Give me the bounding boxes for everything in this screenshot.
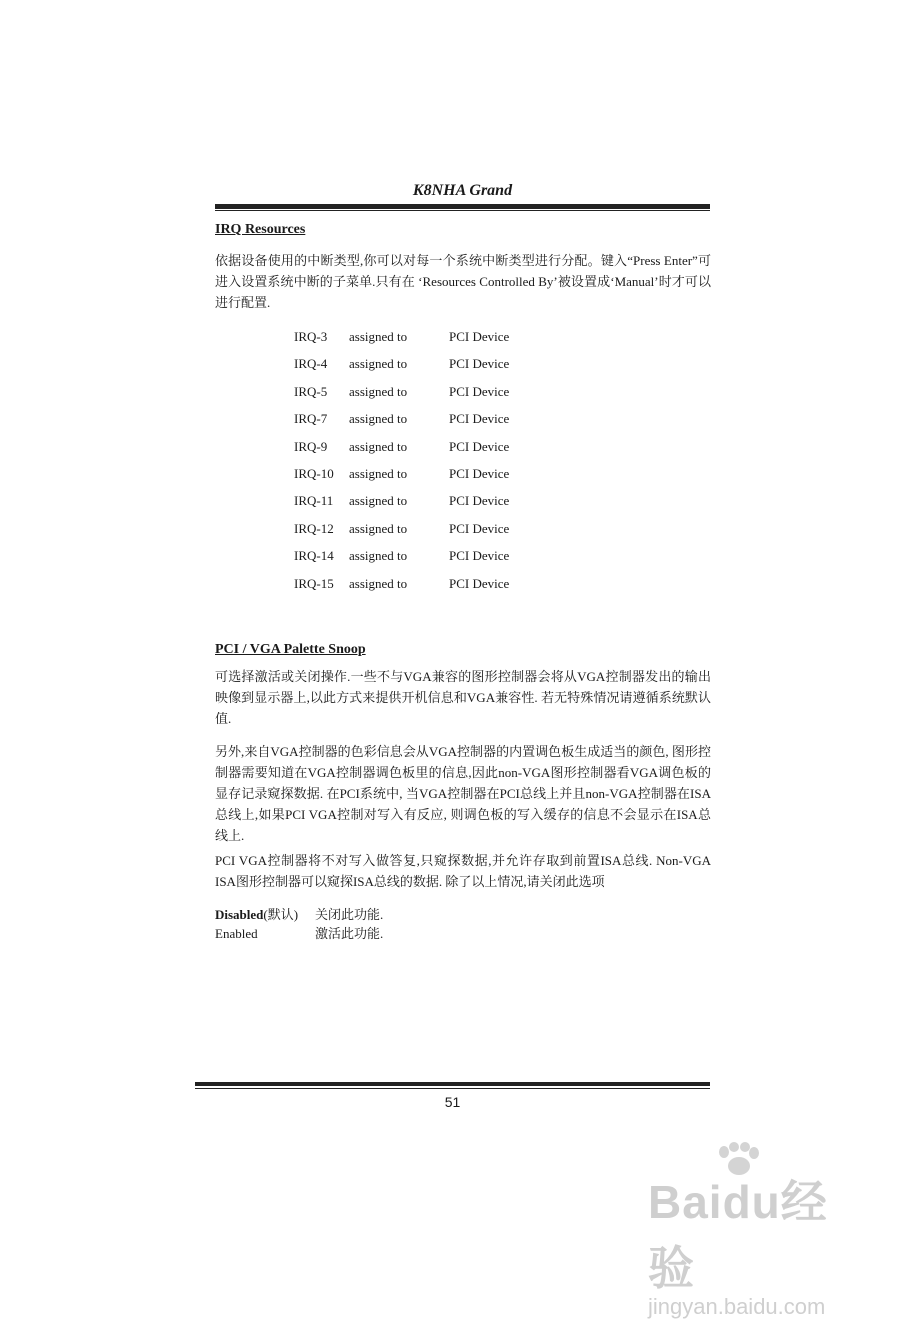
option-enabled-desc: 激活此功能. — [315, 926, 384, 941]
irq-device: PCI Device — [449, 575, 510, 591]
irq-assigned-label: assigned to — [349, 411, 408, 427]
vga-snoop-paragraph-1: 可选择激活或关闭操作.一些不与VGA兼容的图形控制器会将从VGA控制器发出的输出映像到显示器上,以此方式来提供开机信息和VGA兼容性. 若无特殊情况请遵循系统默认值. — [215, 669, 711, 726]
irq-resources-description: 依据设备使用的中断类型,你可以对每一个系统中断类型进行分配。键入“Press Enter”可进入设置系统中断的子菜单.只有在 ‘Resources Controlled By’被设置成‘Manual’时才可以进行配置. — [215, 253, 711, 310]
irq-device: PCI Device — [449, 520, 510, 536]
irq-number: IRQ-9 — [294, 438, 328, 454]
option-disabled-desc: 关闭此功能. — [315, 907, 384, 922]
irq-row — [294, 384, 509, 411]
irq-assigned-label: assigned to — [349, 329, 408, 344]
irq-number: IRQ-10 — [294, 465, 334, 481]
irq-device: PCI Device — [449, 465, 510, 481]
irq-assigned-label: assigned to — [349, 465, 408, 481]
irq-assigned-label: assigned to — [349, 493, 408, 509]
irq-device: PCI Device — [449, 411, 510, 427]
irq-row — [294, 548, 509, 575]
irq-row — [294, 466, 509, 493]
irq-device: PCI Device — [449, 329, 510, 344]
irq-device: PCI Device — [449, 383, 510, 399]
irq-number: IRQ-11 — [294, 493, 334, 509]
irq-assigned-label: assigned to — [349, 520, 408, 536]
irq-row — [294, 356, 509, 383]
irq-number: IRQ-7 — [294, 411, 328, 427]
irq-row — [294, 493, 509, 520]
irq-row — [294, 411, 509, 438]
watermark-logo: Baidu经验 — [648, 1176, 828, 1294]
footer-rule — [195, 1082, 710, 1086]
vga-snoop-heading: PCI / VGA Palette Snoop — [215, 642, 366, 657]
irq-assigned-label: assigned to — [349, 575, 408, 591]
watermark-url: jingyan.baidu.com — [648, 1294, 826, 1319]
option-enabled — [215, 924, 383, 944]
irq-row — [294, 329, 509, 356]
irq-assigned-label: assigned to — [349, 383, 408, 399]
irq-device: PCI Device — [449, 493, 510, 509]
irq-device: PCI Device — [449, 438, 510, 454]
irq-resources-heading: IRQ Resources — [215, 222, 306, 237]
baidu-watermark — [648, 1140, 848, 1320]
irq-assigned-label: assigned to — [349, 548, 408, 564]
irq-device: PCI Device — [449, 356, 510, 372]
irq-row — [294, 439, 509, 466]
option-disabled — [215, 905, 383, 925]
vga-snoop-paragraph-3: PCI VGA控制器将不对写入做答复,只窥探数据,并允许存取到前置ISA总线. Non-VGA ISA图形控制器可以窥探ISA总线的数据. 除了以上情况,请关闭此选项 — [215, 853, 711, 889]
irq-assignment-table — [294, 329, 509, 603]
irq-number: IRQ-5 — [294, 383, 328, 399]
irq-assigned-label: assigned to — [349, 356, 408, 372]
page-header-title: K8NHA Grand — [412, 182, 513, 199]
irq-number: IRQ-4 — [294, 356, 328, 372]
page-number: 51 — [444, 1094, 461, 1110]
irq-number: IRQ-3 — [294, 329, 328, 344]
option-disabled-note: (默认) — [263, 907, 299, 922]
option-disabled-value: Disabled — [215, 907, 264, 922]
irq-number: IRQ-12 — [294, 520, 334, 536]
irq-number: IRQ-14 — [294, 548, 334, 564]
irq-row — [294, 521, 509, 548]
header-rule — [215, 204, 710, 209]
vga-snoop-paragraph-2: 另外,来自VGA控制器的色彩信息会从VGA控制器的内置调色板生成适当的颜色, 图形控制器需要知道在VGA控制器调色板里的信息,因此non-VGA图形控制器看VGA调色板的显存记录窥探数据. 在PCI系统中, 当VGA控制器在PCI总线上并且non-VGA控制器在ISA总线上,如果PCI VGA控制对写入有反应, 则调色板的写入缓存的信息不会显示在ISA总线上. — [215, 744, 711, 843]
irq-number: IRQ-15 — [294, 575, 334, 591]
irq-device: PCI Device — [449, 548, 510, 564]
option-enabled-value: Enabled — [215, 926, 258, 941]
footer-rule-thin — [195, 1088, 710, 1089]
irq-assigned-label: assigned to — [349, 438, 408, 454]
irq-row — [294, 576, 509, 603]
header-rule-thin — [215, 210, 710, 211]
